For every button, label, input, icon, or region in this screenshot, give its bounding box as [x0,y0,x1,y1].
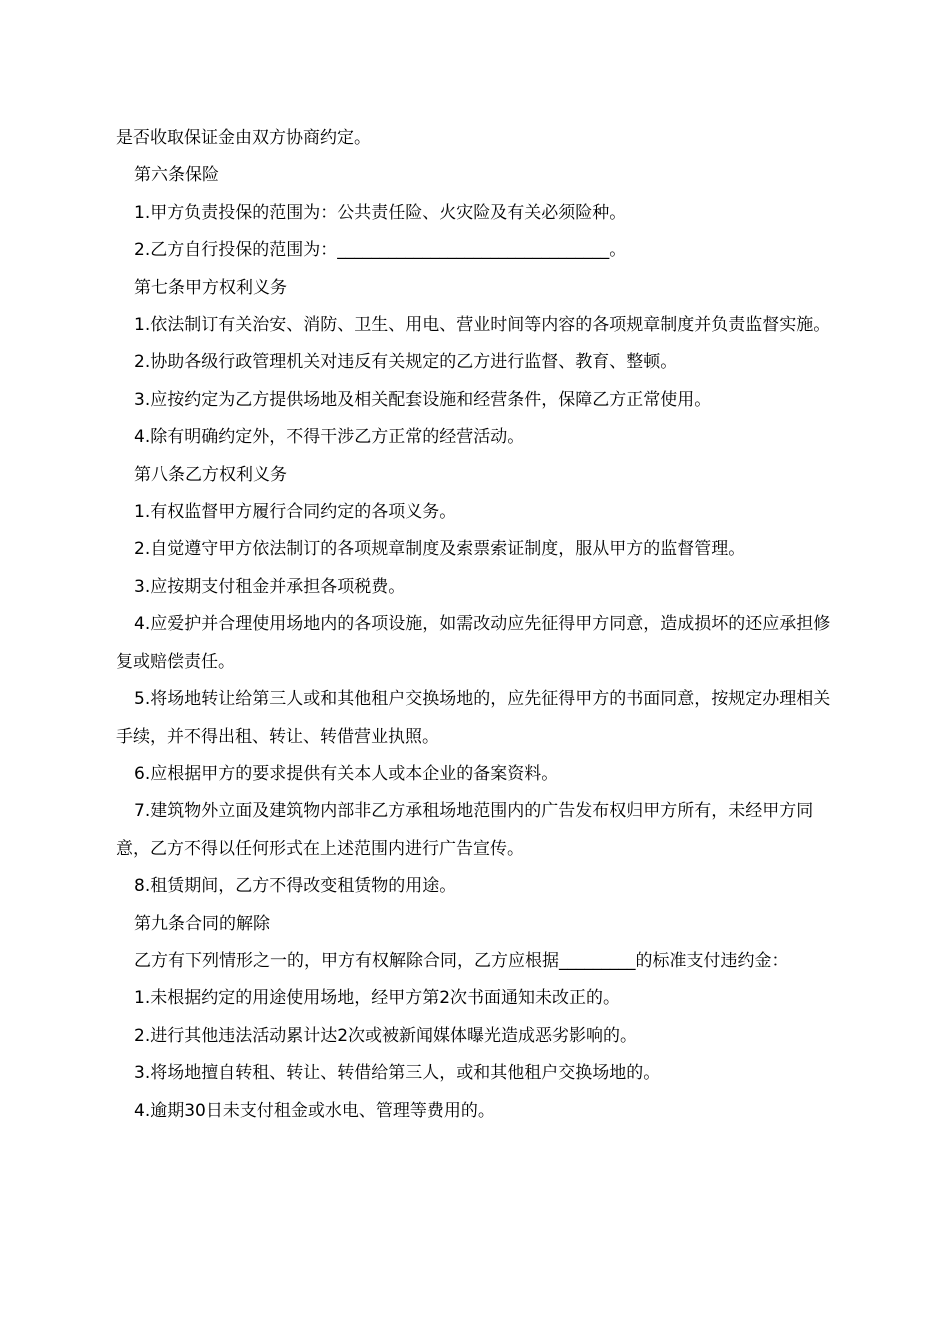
paragraph-9-intro: 乙方有下列情形之一的，甲方有权解除合同，乙方应根据_________的标准支付违约金： [134,950,789,971]
paragraph-9-2: 2.进行其他违法活动累计达2次或被新闻媒体曝光造成恶劣影响的。 [134,1025,638,1046]
paragraph-7-1: 1.依法制订有关治安、消防、卫生、用电、营业时间等内容的各项规章制度并负责监督实施。 [134,315,831,336]
paragraph-8-4: 4.应爱护并合理使用场地内的各项设施，如需改动应先征得甲方同意，造成损坏的还应承担修复或赔偿责任。 [116,614,831,672]
paragraph-7-3: 3.应按约定为乙方提供场地及相关配套设施和经营条件，保障乙方正常使用。 [134,389,712,410]
paragraph-8-6: 6.应根据甲方的要求提供有关本人或本企业的备案资料。 [134,763,559,784]
paragraph-8-1: 1.有权监督甲方履行合同约定的各项义务。 [134,502,457,523]
heading-article-8-party-b-rights: 第八条乙方权利义务 [134,464,287,485]
paragraph-9-4: 4.逾期30日未支付租金或水电、管理等费用的。 [134,1100,495,1121]
paragraph-9-3: 3.将场地擅自转租、转让、转借给第三人，或和其他租户交换场地的。 [134,1063,661,1084]
paragraph-9-1: 1.未根据约定的用途使用场地，经甲方第2次书面通知未改正的。 [134,988,621,1009]
paragraph-8-5: 5.将场地转让给第三人或和其他租户交换场地的，应先征得甲方的书面同意，按规定办理相关手续，并不得出租、转让、转借营业执照。 [116,689,831,747]
paragraph-8-2: 2.自觉遵守甲方依法制订的各项规章制度及索票索证制度，服从甲方的监督管理。 [134,539,746,560]
paragraph-6-2: 2.乙方自行投保的范围为：________________________________。 [134,240,627,261]
paragraph-7-2: 2.协助各级行政管理机关对违反有关规定的乙方进行监督、教育、整顿。 [134,352,678,373]
paragraph-8-7: 7.建筑物外立面及建筑物内部非乙方承租场地范围内的广告发布权归甲方所有，未经甲方同意，乙方不得以任何形式在上述范围内进行广告宣传。 [116,801,814,859]
heading-article-6-insurance: 第六条保险 [134,165,219,186]
heading-article-9-termination: 第九条合同的解除 [134,913,270,934]
paragraph-deposit-note: 是否收取保证金由双方协商约定。 [116,128,371,148]
paragraph-8-3: 3.应按期支付租金并承担各项税费。 [134,576,406,597]
paragraph-6-1: 1.甲方负责投保的范围为：公共责任险、火灾险及有关必须险种。 [134,202,627,223]
paragraph-8-8: 8.租赁期间，乙方不得改变租赁物的用途。 [134,876,457,897]
document-page [116,120,834,1130]
heading-article-7-party-a-rights: 第七条甲方权利义务 [134,277,287,298]
paragraph-7-4: 4.除有明确约定外，不得干涉乙方正常的经营活动。 [134,427,525,448]
